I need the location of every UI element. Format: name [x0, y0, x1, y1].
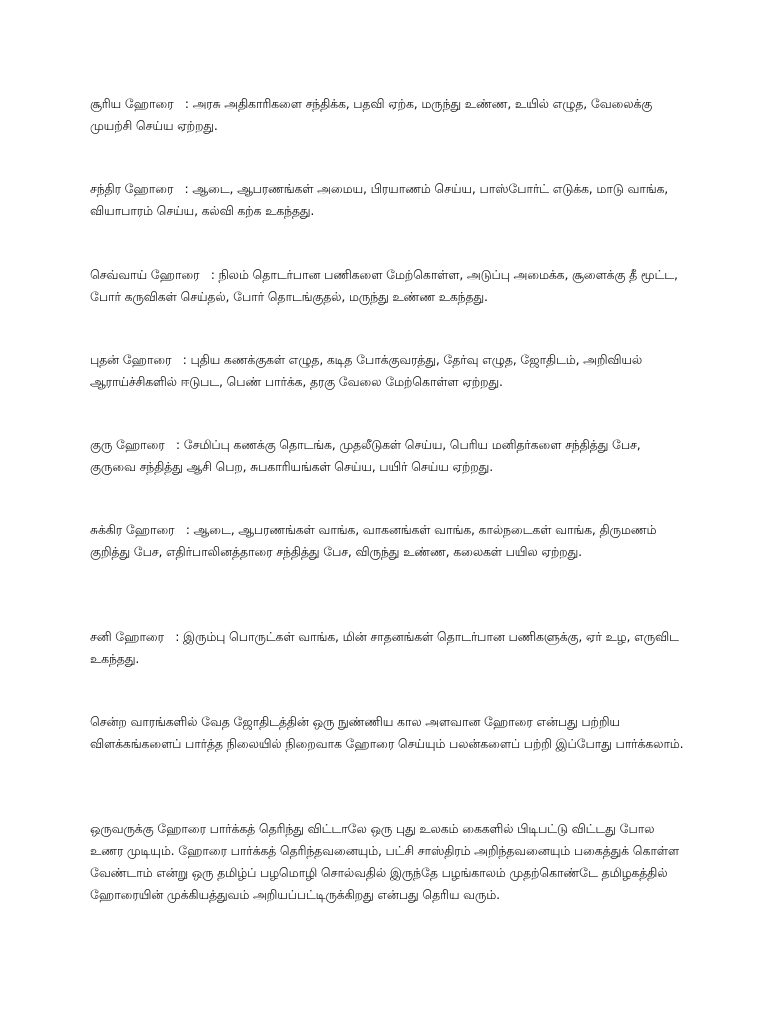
horai-name: சனி ஹோரை: [90, 629, 164, 644]
separator: :: [173, 96, 193, 111]
horai-name: செவ்வாய் ஹோரை: [90, 267, 200, 282]
horai-description: அரசு அதிகாரிகளை சந்திக்க, பதவி ஏற்க, மருந்து உண்ண, உயில் எழுத, வேலைக்கு முயற்சி செய்ய ஏற்றது.: [90, 96, 653, 133]
separator: :: [163, 629, 183, 644]
intro-paragraph: சென்ற வாரங்களில் வேத ஜோதிடத்தின் ஒரு நுண்ணிய கால அளவான ஹோரை என்பது பற்றிய விளக்கங்களைப் பார்த்த நிலையில் நிறைவாக ஹோரை செய்யும் பலன்களைப் பற்றி இப்போது பார்க்கலாம்.: [90, 714, 684, 751]
horai-name: புதன் ஹோரை: [90, 352, 172, 367]
horai-description: சேமிப்பு கணக்கு தொடங்க, முதலீடுகள் செய்ய, பெரிய மனிதர்களை சந்தித்து பேச, குருவை சந்தித்து ஆசி பெற, சுபகாரியங்கள் செய்ய, பயிர் செய்ய ஏற்றது.: [90, 437, 641, 474]
separator: :: [199, 267, 219, 282]
horai-name: சுக்கிர ஹோரை: [90, 522, 175, 537]
horai-description: ஆடை, ஆபரணங்கள் வாங்க, வாகனங்கள் வாங்க, கால்நடைகள் வாங்க, திருமணம் குறித்து பேச, எதிர்பாலினத்தாரை சந்தித்து பேச, விருந்து உண்ண, கலைகள் பயில ஏற்றது.: [90, 522, 657, 559]
separator: :: [164, 437, 184, 452]
horai-name: சூரிய ஹோரை: [90, 96, 174, 111]
sevvai-horai-paragraph: [90, 264, 690, 308]
separator: :: [174, 522, 194, 537]
horai-description: நிலம் தொடர்பான பணிகளை மேற்கொள்ள, அடுப்பு அமைக்க, சூளைக்கு தீ மூட்ட, போர் கருவிகள் செய்தல், போர் தொடங்குதல், மருந்து உண்ண உகந்தது.: [90, 267, 678, 304]
horai-name: சந்திர ஹோரை: [90, 181, 174, 196]
guru-horai-paragraph: [90, 434, 690, 478]
separator: :: [173, 181, 193, 196]
horai-description: புதிய கணக்குகள் எழுத, கடித போக்குவரத்து, தேர்வு எழுத, ஜோதிடம், அறிவியல் ஆராய்ச்சிகளில் ஈடுபட, பெண் பார்க்க, தரகு வேலை மேற்கொள்ள ஏற்றது.: [90, 352, 643, 389]
separator: :: [171, 352, 191, 367]
importance-paragraph: ஒருவருக்கு ஹோரை பார்க்கத் தெரிந்து விட்டாலே ஒரு புது உலகம் கைகளில் பிடிபட்டு விட்டது போல உணர முடியும். ஹோரை பார்க்கத் தெரிந்தவனையும், பட்சி சாஸ்திரம் அறிந்தவனையும் பகைத்துக் கொள்ள வேண்டாம் என்று ஒரு தமிழ்ப் பழமொழி சொல்வதில் இருந்தே பழங்காலம் முதற்கொண்டே தமிழகத்தில் ஹோரையின் முக்கியத்துவம் அறியப்பட்டிருக்கிறது என்பது தெரிய வரும்.: [90, 821, 679, 902]
sani-horai-paragraph: [90, 626, 690, 670]
budhan-horai-paragraph: [90, 349, 690, 393]
chandra-horai-paragraph: [90, 178, 690, 222]
horai-name: குரு ஹோரை: [90, 437, 165, 452]
surya-horai-paragraph: [90, 93, 690, 137]
horai-description: இரும்பு பொருட்கள் வாங்க, மின் சாதனங்கள் தொடர்பான பணிகளுக்கு, ஏர் உழ, எருவிட உகந்தது.: [90, 629, 679, 666]
horai-description: ஆடை, ஆபரணங்கள் அமைய, பிரயாணம் செய்ய, பாஸ்போர்ட் எடுக்க, மாடு வாங்க, வியாபாரம் செய்ய, கல்வி கற்க உகந்தது.: [90, 181, 669, 218]
sukkira-horai-paragraph: [90, 519, 690, 563]
